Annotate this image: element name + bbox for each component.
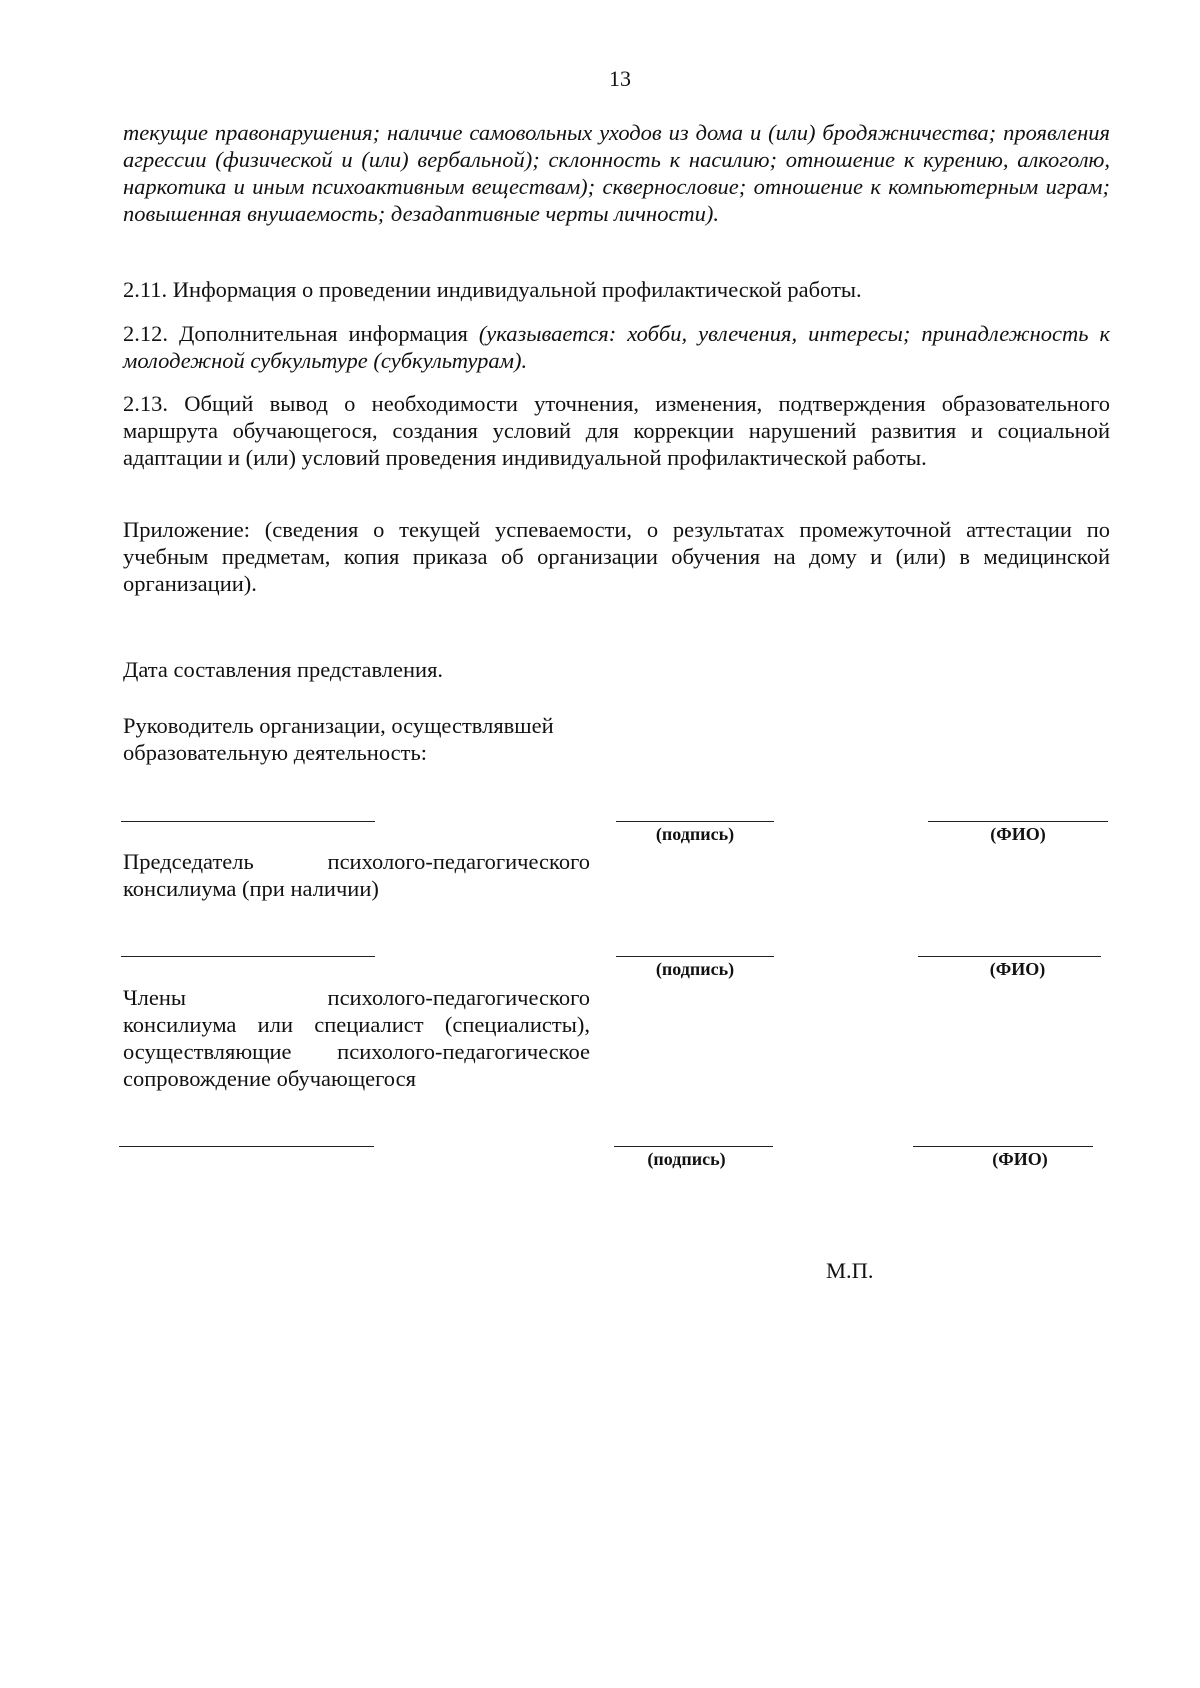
members-name-caption: (ФИО) [992, 1149, 1048, 1169]
item-2-12-number: 2.12. [123, 321, 168, 346]
chair-label [123, 848, 590, 902]
chair-signature-line [616, 956, 774, 957]
appendix-paragraph: Приложение: (сведения о текущей успеваемости, о результатах промежуточной аттестации по учебным предметам, копия приказа об организации обучения на дому и (или) в медицинской организации). [123, 517, 1110, 596]
chair-signature-caption: (подпись) [655, 959, 735, 979]
chair-position-line [121, 956, 375, 957]
item-2-12-note: (указывается: хобби, увлечения, интересы; принадлежность к молодежной субкультуре (субкультурам). [123, 321, 1110, 373]
chair-name-caption: (ФИО) [989, 959, 1046, 979]
head-label [123, 712, 590, 766]
head-position-line [121, 821, 375, 822]
item-2-12-text: Дополнительная информация [178, 321, 468, 346]
page-number: 13 [609, 66, 631, 91]
date-line: Дата составления представления. [123, 657, 444, 682]
chair-label-line1: Председатель психолого-педагогического [123, 849, 590, 874]
head-label-line2: образовательную деятельность: [123, 740, 427, 765]
head-name-line [928, 821, 1108, 822]
intro-paragraph: текущие правонарушения; наличие самовольных уходов из дома и (или) бродяжничества; проявления агрессии (физической и (или) вербальной); склонность к насилию; отношение к курению, алкоголю, наркотика и иным психоактивным веществам); сквернословие; отношение к компьютерным играм; повышенная внушаемость; дезадаптивные черты личности). [123, 120, 1110, 226]
members-position-line [119, 1146, 374, 1147]
head-label-line1: Руководитель организации, осуществлявшей [123, 713, 554, 738]
members-label-line1: Члены психолого-педагогического [123, 985, 590, 1010]
members-signature-line [614, 1146, 773, 1147]
members-label-line3: осуществляющие психолого-педагогическое [123, 1039, 590, 1064]
item-2-12 [123, 320, 1110, 374]
head-signature-caption: (подпись) [655, 824, 735, 844]
members-label-line2: консилиума или специалист (специалисты), [123, 1012, 590, 1037]
stamp-place: М.П. [826, 1258, 874, 1283]
members-name-line [913, 1146, 1093, 1147]
members-label-line4: сопровождение обучающегося [123, 1066, 416, 1091]
item-2-13: 2.13. Общий вывод о необходимости уточнения, изменения, подтверждения образовательного маршрута обучающегося, создания условий для коррекции нарушений развития и социальной адаптации и (или) условий проведения индивидуальной профилактической работы. [123, 391, 1110, 470]
item-2-11: 2.11. Информация о проведении индивидуальной профилактической работы. [123, 277, 862, 302]
chair-label-line2: консилиума (при наличии) [123, 876, 379, 901]
head-signature-line [616, 821, 774, 822]
chair-name-line [918, 956, 1101, 957]
head-name-caption: (ФИО) [990, 824, 1046, 844]
members-label [123, 984, 590, 1092]
members-signature-caption: (подпись) [647, 1149, 726, 1169]
